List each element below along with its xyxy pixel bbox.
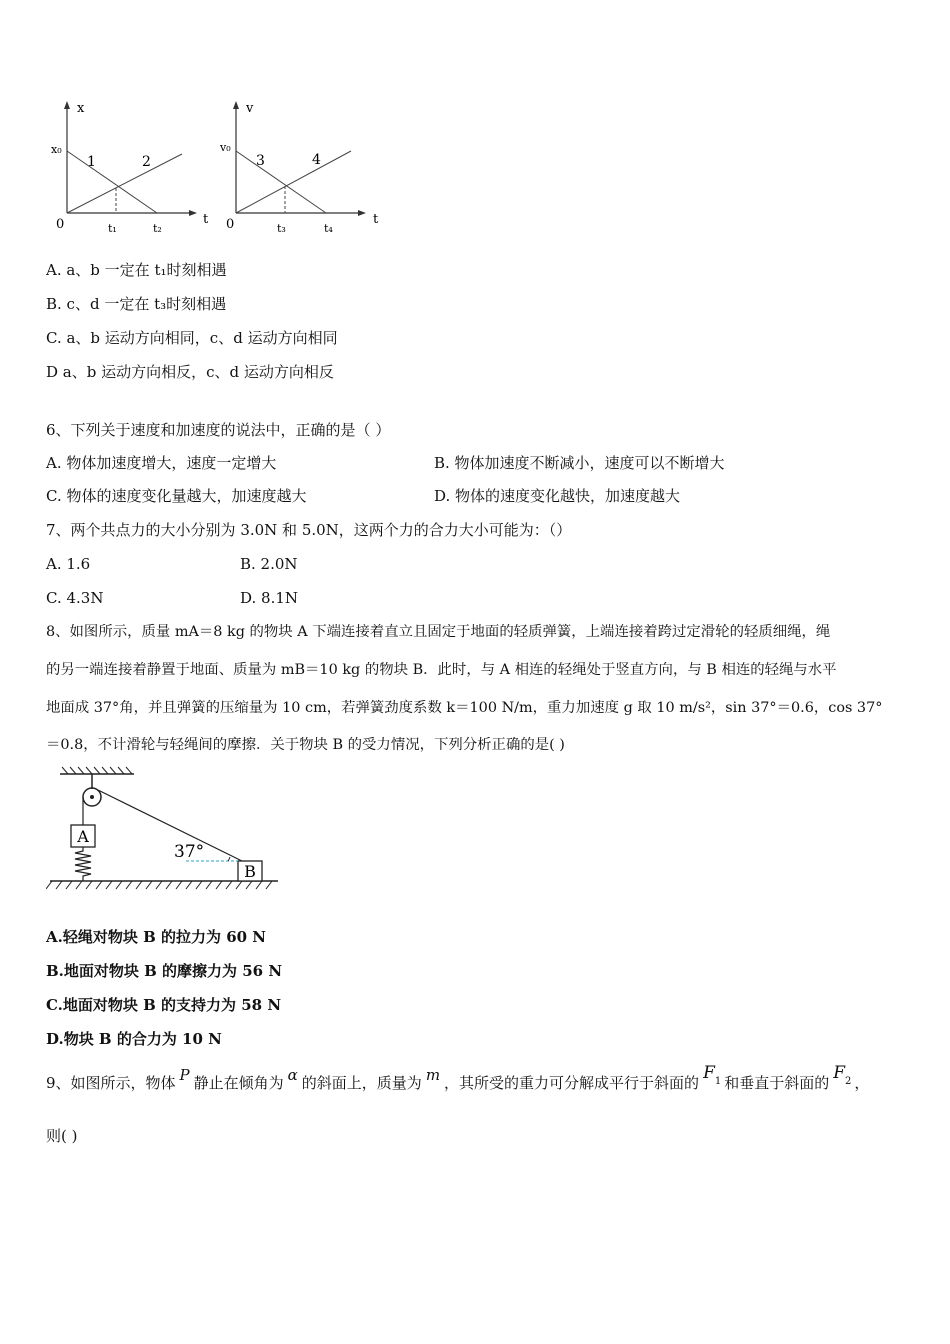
- angle-arc: [228, 857, 230, 861]
- ground-hatch: [46, 881, 272, 889]
- q5-option-d: D a、b 运动方向相反，c、d 运动方向相反: [46, 363, 334, 381]
- q5-option-c: C. a、b 运动方向相同，c、d 运动方向相同: [46, 329, 338, 347]
- q5-option-b: B. c、d 一定在 t₃时刻相遇: [46, 295, 227, 313]
- q9-symbol-f2: F: [833, 1063, 846, 1083]
- xt-x0: x₀: [51, 143, 62, 156]
- q9-line-2: 则( ): [46, 1127, 78, 1145]
- q9-text-a: 9、如图所示，物体: [46, 1074, 176, 1092]
- vt-y-arrow: [233, 101, 239, 109]
- q9-text-f: ，: [854, 1074, 870, 1092]
- vt-line-4: [236, 151, 351, 213]
- xt-label-1: 1: [87, 154, 96, 170]
- q9-symbol-m: m: [425, 1066, 441, 1084]
- q9-symbol-f2-sub: 2: [845, 1076, 852, 1087]
- q8-option-c: C.地面对物块 B 的支持力为 58 N: [46, 996, 282, 1014]
- spring: [75, 847, 91, 881]
- q8-stem-line-2: 的另一端连接着静置于地面、质量为 mB＝10 kg 的物块 B．此时，与 A 相连的轻绳处于竖直方向，与 B 相连的轻绳与水平: [46, 662, 837, 678]
- vt-y-label: v: [246, 101, 254, 116]
- q9-symbol-f1-sub: 1: [714, 1076, 722, 1087]
- vt-t3: t₃: [277, 222, 286, 235]
- xt-t2: t₂: [153, 222, 162, 235]
- q7-option-a: A. 1.6: [46, 555, 91, 573]
- xt-t1: t₁: [108, 222, 117, 235]
- vt-x-arrow: [358, 210, 366, 216]
- vt-v0: v₀: [220, 141, 231, 154]
- q6-option-c: C. 物体的速度变化量越大，加速度越大: [46, 487, 307, 505]
- vt-label-4: 4: [312, 152, 321, 168]
- q9-text-b: 静止在倾角为: [193, 1074, 284, 1092]
- q8-option-a: A.轻绳对物块 B 的拉力为 60 N: [46, 928, 267, 946]
- xt-graph: [51, 101, 209, 235]
- vt-graph: [219, 101, 379, 235]
- q9-text-e: 和垂直于斜面的: [724, 1074, 830, 1092]
- rope-inclined: [98, 790, 242, 861]
- q8-stem-line-3: 地面成 37°角，并且弹簧的压缩量为 10 cm，若弹簧劲度系数 k＝100 N/m，重力加速度 g 取 10 m/s²，sin 37°＝0.6，cos 37°: [46, 700, 883, 716]
- xt-y-arrow: [64, 101, 70, 109]
- q8-option-d: D.物块 B 的合力为 10 N: [46, 1030, 222, 1048]
- xt-label-2: 2: [142, 154, 151, 170]
- q6-option-b: B. 物体加速度不断减小，速度可以不断增大: [434, 454, 725, 472]
- xt-x-arrow: [189, 210, 197, 216]
- q9-text-c: 的斜面上，质量为: [301, 1074, 422, 1092]
- q7-option-b: B. 2.0N: [240, 555, 298, 573]
- xt-y-label: x: [77, 101, 85, 116]
- q9-symbol-p: P: [179, 1066, 190, 1084]
- q7-stem: 7、两个共点力的大小分别为 3.0N 和 5.0N，这两个力的合力大小可能为：（）: [46, 521, 572, 539]
- q8-stem-line-4: ＝0.8，不计滑轮与轻绳间的摩擦．关于物块 B 的受力情况，下列分析正确的是( ): [46, 737, 565, 753]
- q9-symbol-f1: F: [703, 1063, 715, 1083]
- q6-stem: 6、下列关于速度和加速度的说法中，正确的是（ ）: [46, 421, 391, 439]
- q6-option-a: A. 物体加速度增大，速度一定增大: [46, 454, 277, 472]
- xt-origin: 0: [56, 217, 65, 232]
- vt-t4: t₄: [324, 222, 333, 235]
- block-b-label: B: [244, 862, 256, 881]
- block-a-label: A: [77, 827, 89, 846]
- q8-option-b: B.地面对物块 B 的摩擦力为 56 N: [46, 962, 283, 980]
- q8-figure: [46, 765, 286, 895]
- vt-x-label: t: [373, 212, 379, 227]
- q8-stem-line-1: 8、如图所示，质量 mA＝8 kg 的物块 A 下端连接着直立且固定于地面的轻质弹簧，上端连接着跨过定滑轮的轻质细绳，绳: [46, 624, 831, 640]
- q9-text-d: ，其所受的重力可分解成平行于斜面的: [444, 1074, 700, 1092]
- ceiling-hatch: [62, 767, 132, 774]
- xt-x-label: t: [203, 212, 209, 227]
- pulley-axle: [90, 795, 94, 799]
- q7-option-d: D. 8.1N: [240, 589, 299, 607]
- q5-option-a: A. a、b 一定在 t₁时刻相遇: [46, 261, 227, 279]
- angle-label: 37°: [174, 842, 205, 862]
- vt-origin: 0: [226, 217, 235, 232]
- q7-option-c: C. 4.3N: [46, 589, 104, 607]
- vt-label-3: 3: [256, 153, 265, 169]
- q9-stem: [46, 1063, 870, 1101]
- motion-graphs: [40, 95, 400, 245]
- q9-symbol-alpha: α: [287, 1066, 298, 1084]
- q6-option-d: D. 物体的速度变化越快，加速度越大: [434, 487, 681, 505]
